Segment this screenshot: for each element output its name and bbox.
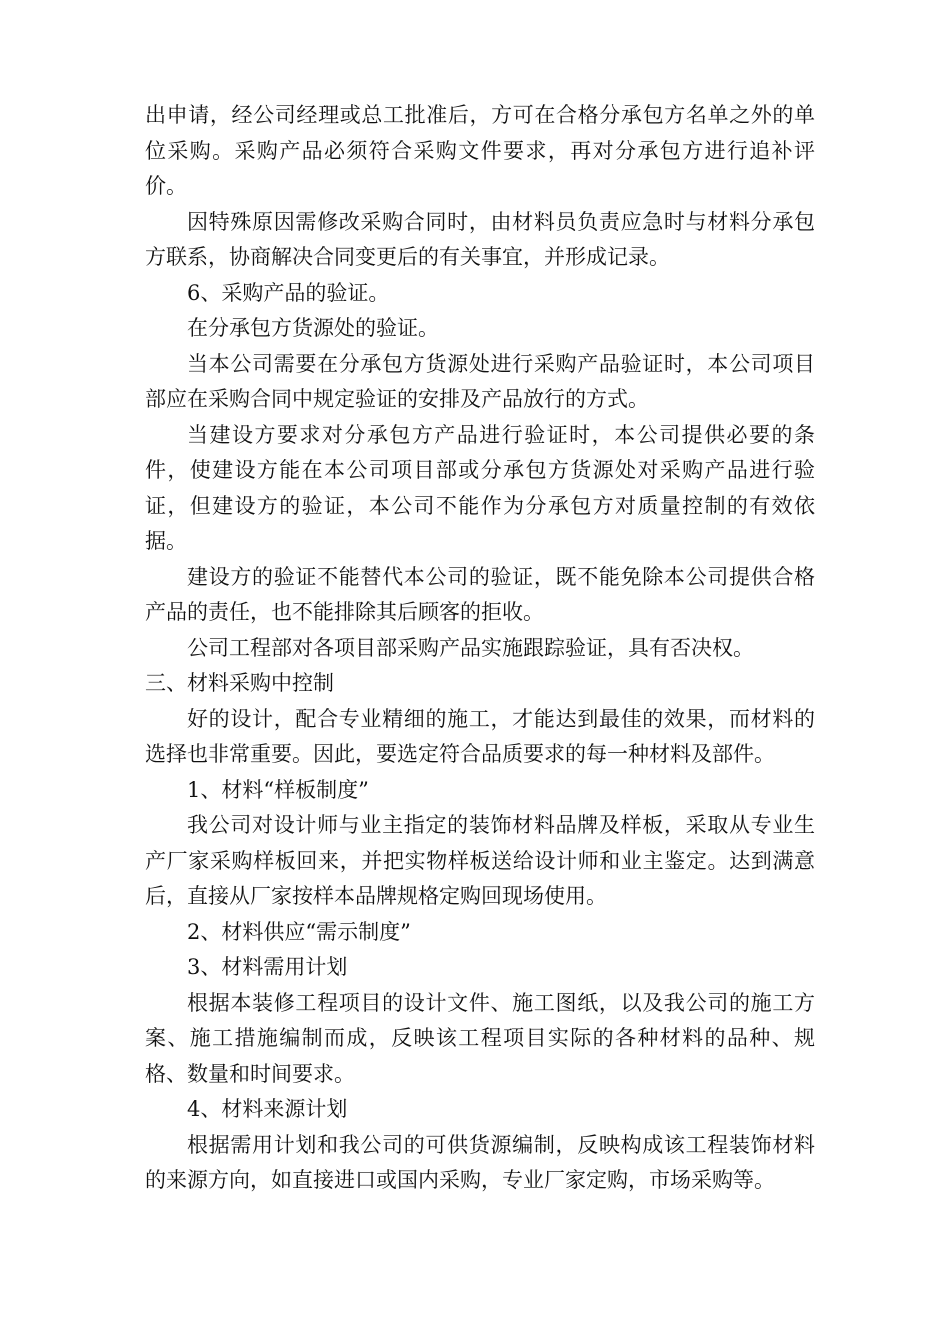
paragraph-8: 公司工程部对各项目部采购产品实施跟踪验证，具有否决权。 (187, 635, 754, 660)
section-heading-3: 3、材料需用计划 (187, 955, 348, 979)
paragraph-17: 根据需用计划和我公司的可供货源编制，反映构成该工程装饰材料的来源方向，如直接进口或国内采购，专业厂家定购，市场采购等。 (145, 1132, 815, 1192)
paragraph-5: 当本公司需要在分承包方货源处进行采购产品验证时，本公司项目部应在采购合同中规定验证的安排及产品放行的方式。 (145, 351, 815, 411)
document-page (145, 98, 815, 1199)
paragraph-12: 我公司对设计师与业主指定的装饰材料品牌及样板，采取从专业生产厂家采购样板回来，并把实物样板送给设计师和业主鉴定。达到满意后，直接从厂家按样本品牌规格定购回现场使用。 (145, 813, 815, 908)
paragraph-10: 好的设计，配合专业精细的施工，才能达到最佳的效果，而材料的选择也非常重要。因此，要选定符合品质要求的每一种材料及部件。 (145, 706, 815, 766)
paragraph-15: 根据本装修工程项目的设计文件、施工图纸，以及我公司的施工方案、施工措施编制而成，反映该工程项目实际的各种材料的品种、规格、数量和时间要求。 (145, 990, 815, 1086)
paragraph-1: 出申请，经公司经理或总工批准后，方可在合格分承包方名单之外的单位采购。采购产品必须符合采购文件要求，再对分承包方进行追补评价。 (145, 103, 815, 198)
section-heading-2: 2、材料供应“需示制度” (187, 919, 411, 944)
paragraph-6: 当建设方要求对分承包方产品进行验证时，本公司提供必要的条件，使建设方能在本公司项目部或分承包方货源处对采购产品进行验证，但建设方的验证，本公司不能作为分承包方对质量控制的有效依据。 (145, 422, 815, 553)
paragraph-4: 在分承包方货源处的验证。 (187, 316, 439, 340)
chapter-heading-3: 三、材料采购中控制 (145, 671, 334, 695)
section-heading-4: 4、材料来源计划 (187, 1097, 348, 1121)
section-heading-6: 6、采购产品的验证。 (187, 280, 390, 305)
paragraph-2: 因特殊原因需修改采购合同时，由材料员负责应急时与材料分承包方联系，协商解决合同变更后的有关事宜，并形成记录。 (145, 209, 815, 269)
section-heading-1: 1、材料“样板制度” (187, 777, 369, 802)
paragraph-7: 建设方的验证不能替代本公司的验证，既不能免除本公司提供合格产品的责任，也不能排除其后顾客的拒收。 (145, 564, 815, 624)
